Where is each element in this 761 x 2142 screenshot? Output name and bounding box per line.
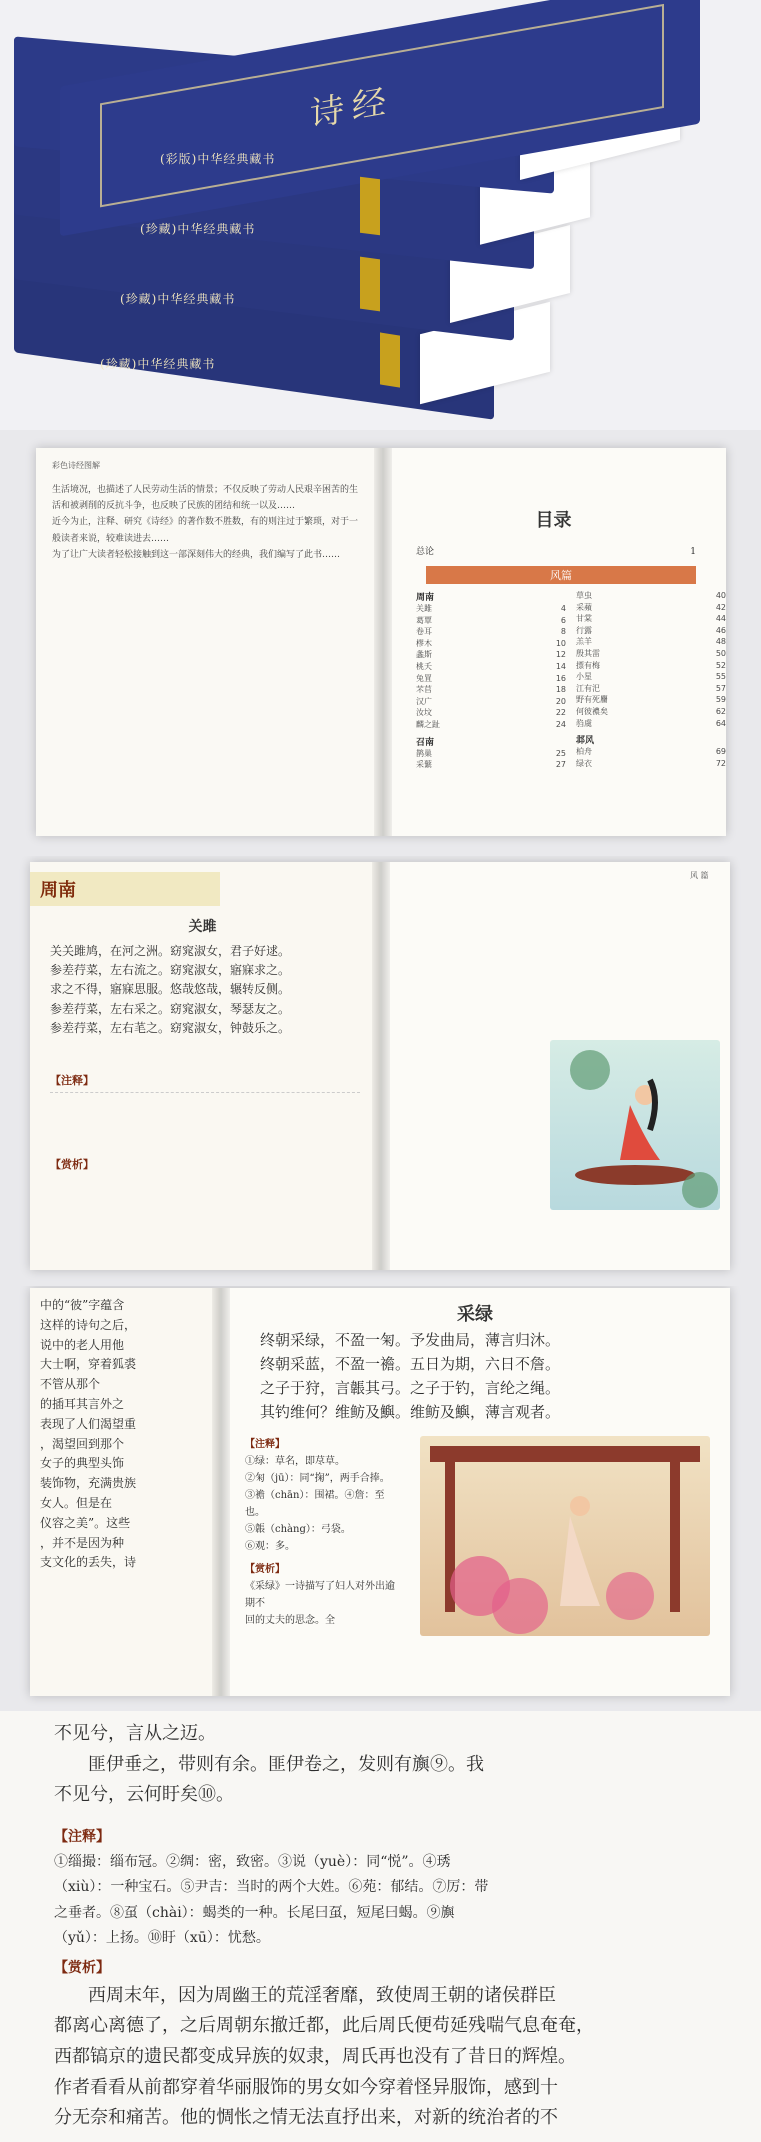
poem-title: 关雎	[188, 919, 217, 935]
toc-title: 芣苢	[416, 685, 432, 695]
toc-title: 殷其雷	[576, 648, 600, 658]
toc-left-row	[416, 661, 566, 673]
toc-right-row	[576, 671, 726, 683]
poem-body: 关关雎鸠，在河之洲。窈窕淑女，君子好逑。 参差荇菜，左右流之。窈窕淑女，寤寐求之。 求之不得，寤寐思服。悠哉悠哉，辗转反侧。 参差荇菜，左右采之。窈窕淑女，琴瑟友之。 参差荇菜，左右芼之。窈窕淑女，钟鼓乐之。	[50, 944, 291, 1035]
spine-label-2: (珍藏)中华经典藏书	[140, 222, 256, 236]
toc-page: 50	[715, 648, 726, 658]
toc-title: 鹊巢	[416, 748, 432, 758]
toc-page: 14	[555, 661, 566, 671]
toc-title: 汉广	[416, 696, 432, 706]
toc-left-row	[416, 707, 566, 719]
toc-title: 小星	[576, 672, 592, 682]
toc-title: 野有死麕	[576, 695, 608, 705]
toc-title: 何彼襛矣	[576, 706, 608, 716]
toc-column-right: 草虫 40 采蘋 42 甘棠 44 行露 46 羔羊 48 殷其雷 50 摽有梅 52 小星 55 江有汜 57 野有死麕 59 何彼襛矣 62 驺虞 64 邶风 柏舟 69 绿衣 72	[576, 591, 726, 768]
notes-caolv: 【注释】 ①绿：草名，即荩草。 ②匊（jū）：同“掬”，两手合捧。 ③襜（chān）：围裙。④詹：至也。 ⑤韔（chàng）：弓袋。 ⑥观：多。 【赏析】 《采绿》一诗描写了妇人对外出逾期不 回的丈夫的思念。全	[245, 1439, 395, 1626]
toc-title: 驺虞	[576, 718, 592, 728]
toc-left-row	[416, 719, 566, 731]
toc-title: 柏舟	[576, 747, 592, 757]
toc-title: 螽斯	[416, 650, 432, 660]
toc-page: 22	[555, 708, 566, 718]
toc-left-row	[416, 603, 566, 615]
toc-left-row	[416, 626, 566, 638]
cover-title: 诗经	[310, 80, 394, 136]
toc-title: 草虫	[576, 591, 592, 600]
toc-page: 18	[555, 685, 566, 695]
toc-page: 72	[715, 758, 726, 768]
toc-title: 桃夭	[416, 661, 432, 671]
toc-title: 采蘩	[416, 760, 432, 770]
toc-right-row	[576, 648, 726, 660]
toc-right-row	[576, 625, 726, 637]
book-stack-photo	[0, 0, 761, 430]
toc-page: 20	[555, 696, 566, 706]
toc-left-row	[416, 696, 566, 708]
toc-spread-panel	[0, 430, 761, 856]
toc-right-row	[576, 602, 726, 614]
toc-left2-row	[416, 748, 566, 760]
spine-label-4: (珍藏)中华经典藏书	[100, 357, 216, 371]
toc-left-row	[416, 615, 566, 627]
toc-page: 46	[715, 625, 726, 635]
toc-right2-row	[576, 746, 726, 758]
toc-left2-row	[416, 759, 566, 771]
toc-title: 汝坟	[416, 708, 432, 718]
toc-title: 绿衣	[576, 758, 592, 768]
toc-left-row	[416, 638, 566, 650]
toc-page: 6	[560, 615, 566, 625]
toc-title: 羔羊	[576, 637, 592, 647]
toc-page: 57	[715, 683, 726, 693]
toc-title: 葛覃	[416, 615, 432, 625]
toc-page: 55	[715, 672, 726, 682]
intro-header: 彩色诗经图解	[52, 461, 100, 470]
poem-title-caolv: 采绿	[457, 1304, 493, 1325]
toc-title: 麟之趾	[416, 719, 440, 729]
toc-right2-row	[576, 758, 726, 770]
toc-page: 42	[715, 602, 726, 612]
toc-page: 52	[715, 660, 726, 670]
toc-page: 40	[715, 591, 726, 600]
toc-page: 48	[715, 637, 726, 647]
toc-title: 江有汜	[576, 683, 600, 693]
toc-left-row	[416, 684, 566, 696]
poem-spread	[30, 862, 730, 1270]
closeup-top-lines: 不见兮，言从之迈。 匪伊垂之，带则有余。匪伊卷之，发则有旟⑨。我 不见兮，云何盱矣⑩。	[54, 1723, 484, 1806]
toc-left-row	[416, 649, 566, 661]
toc-column-left: 周南 关雎 4 葛覃 6 卷耳 8 樛木 10 螽斯 12 桃夭 14 兔罝 16 芣苢 18 汉广 20 汝坟 22 麟之趾 24 召南 鹊巢 25 采蘩 27	[416, 593, 566, 770]
caolv-spread-panel	[0, 1286, 761, 1711]
toc-page: 62	[715, 706, 726, 716]
toc-page: 64	[715, 718, 726, 728]
toc-title: 目录	[535, 510, 572, 531]
toc-title: 行露	[576, 625, 592, 635]
caolv-spread	[30, 1288, 730, 1696]
toc-right-row	[576, 660, 726, 672]
appreciation-label: 【赏析】	[50, 1158, 94, 1171]
toc-title: 樛木	[416, 638, 432, 648]
right-header: 风 篇	[690, 871, 709, 880]
toc-page: 16	[555, 673, 566, 683]
toc-right-row	[576, 718, 726, 730]
toc-title: 关雎	[416, 604, 432, 613]
intro-text: 生活境况，也描述了人民劳动生活的情景；不仅反映了劳动人民艰辛困苦的生活和被剥削的反抗斗争，也反映了民族的团结和统一以及…… 近今为止，注释、研究《诗经》的著作数不胜数，有的则注过于繁琐，对于一般读者来说，较难读进去…… 为了让广大读者轻松接触到这一部深刻伟大的经典，我们编写了此书……	[52, 485, 359, 560]
poem-body-caolv: 终朝采绿，不盈一匊。予发曲局，薄言归沐。 终朝采蓝，不盈一襜。五日为期，六日不詹。 之子于狩，言韔其弓。之子于钓，言纶之绳。 其钓维何？维鲂及鱮。维鲂及鱮，薄言观者。	[260, 1331, 561, 1421]
closeup-notes: 【注释】 ①缁撮：缁布冠。②绸：密，致密。③说（yuè）：同“悦”。④琇 （xiù）：一种宝石。⑤尹吉：当时的两个大姓。⑥苑：郁结。⑦厉：带 之垂者。⑧虿（chài）：蝎类的一种。长尾曰虿，短尾曰蝎。⑨旟 （yǔ）：上扬。⑩盱（xū）：忧愁。	[54, 1829, 489, 1946]
toc-page: 27	[555, 760, 566, 770]
toc-page: 10	[555, 638, 566, 648]
left-fragment: 中的“彼”字蕴含 这样的诗句之后， 说中的老人用他 大士啊，穿着狐裘 不管从那个 的插耳其言外之 表现了人们渴望重 ，渴望回到那个 女子的典型头饰 装饰物，充满贵族 女人。但是在 仪容之美”。这些 ，并不是因为种 支文化的丢失，诗	[40, 1298, 137, 1570]
toc-right-row	[576, 706, 726, 718]
toc-right-row	[576, 590, 726, 602]
toc-spread	[36, 448, 726, 836]
toc-right-row	[576, 683, 726, 695]
illustration-pavilion-woman	[420, 1436, 710, 1636]
poem-spread-panel	[0, 856, 761, 1286]
toc-page: 25	[555, 748, 566, 758]
toc-left-row	[416, 673, 566, 685]
toc-title: 兔罝	[416, 673, 432, 683]
toc-title: 摽有梅	[576, 660, 600, 670]
toc-right-row	[576, 613, 726, 625]
toc-page: 24	[555, 719, 566, 729]
toc-right-row	[576, 694, 726, 706]
toc-title: 甘棠	[576, 614, 592, 624]
closeup-text-panel	[0, 1711, 761, 2142]
toc-page: 8	[560, 627, 566, 637]
toc-page: 69	[715, 747, 726, 757]
spine-label-1: (彩版)中华经典藏书	[160, 152, 276, 166]
illustration-woman-in-boat	[550, 1040, 720, 1210]
toc-page: 59	[715, 695, 726, 705]
notes-label: 【注释】	[50, 1074, 94, 1087]
section-title-chip: 周南	[30, 872, 220, 906]
toc-page: 12	[555, 650, 566, 660]
toc-title: 采蘋	[576, 602, 592, 612]
toc-title: 卷耳	[416, 627, 432, 637]
toc-total: 总论 1	[416, 547, 696, 557]
toc-right-row	[576, 636, 726, 648]
toc-page: 4	[560, 604, 566, 613]
spine-label-3: (珍藏)中华经典藏书	[120, 292, 236, 306]
toc-section-band: 风篇	[426, 566, 696, 584]
toc-page: 44	[715, 614, 726, 624]
closeup-appreciation: 【赏析】 西周末年，因为周幽王的荒淫奢靡，致使周王朝的诸侯群臣 都离心离德了，之后周朝东撤迁都，此后周氏便苟延残喘气息奄奄， 西都镐京的遗民都变成异族的奴隶，周氏再也没有了昔日的辉煌。 作者看看从前都穿着华丽服饰的男女如今穿着怪异服饰，感到十 分无奈和痛苦。他的惆怅之情无法直抒出来，对新的统治者的不	[54, 1960, 594, 2129]
